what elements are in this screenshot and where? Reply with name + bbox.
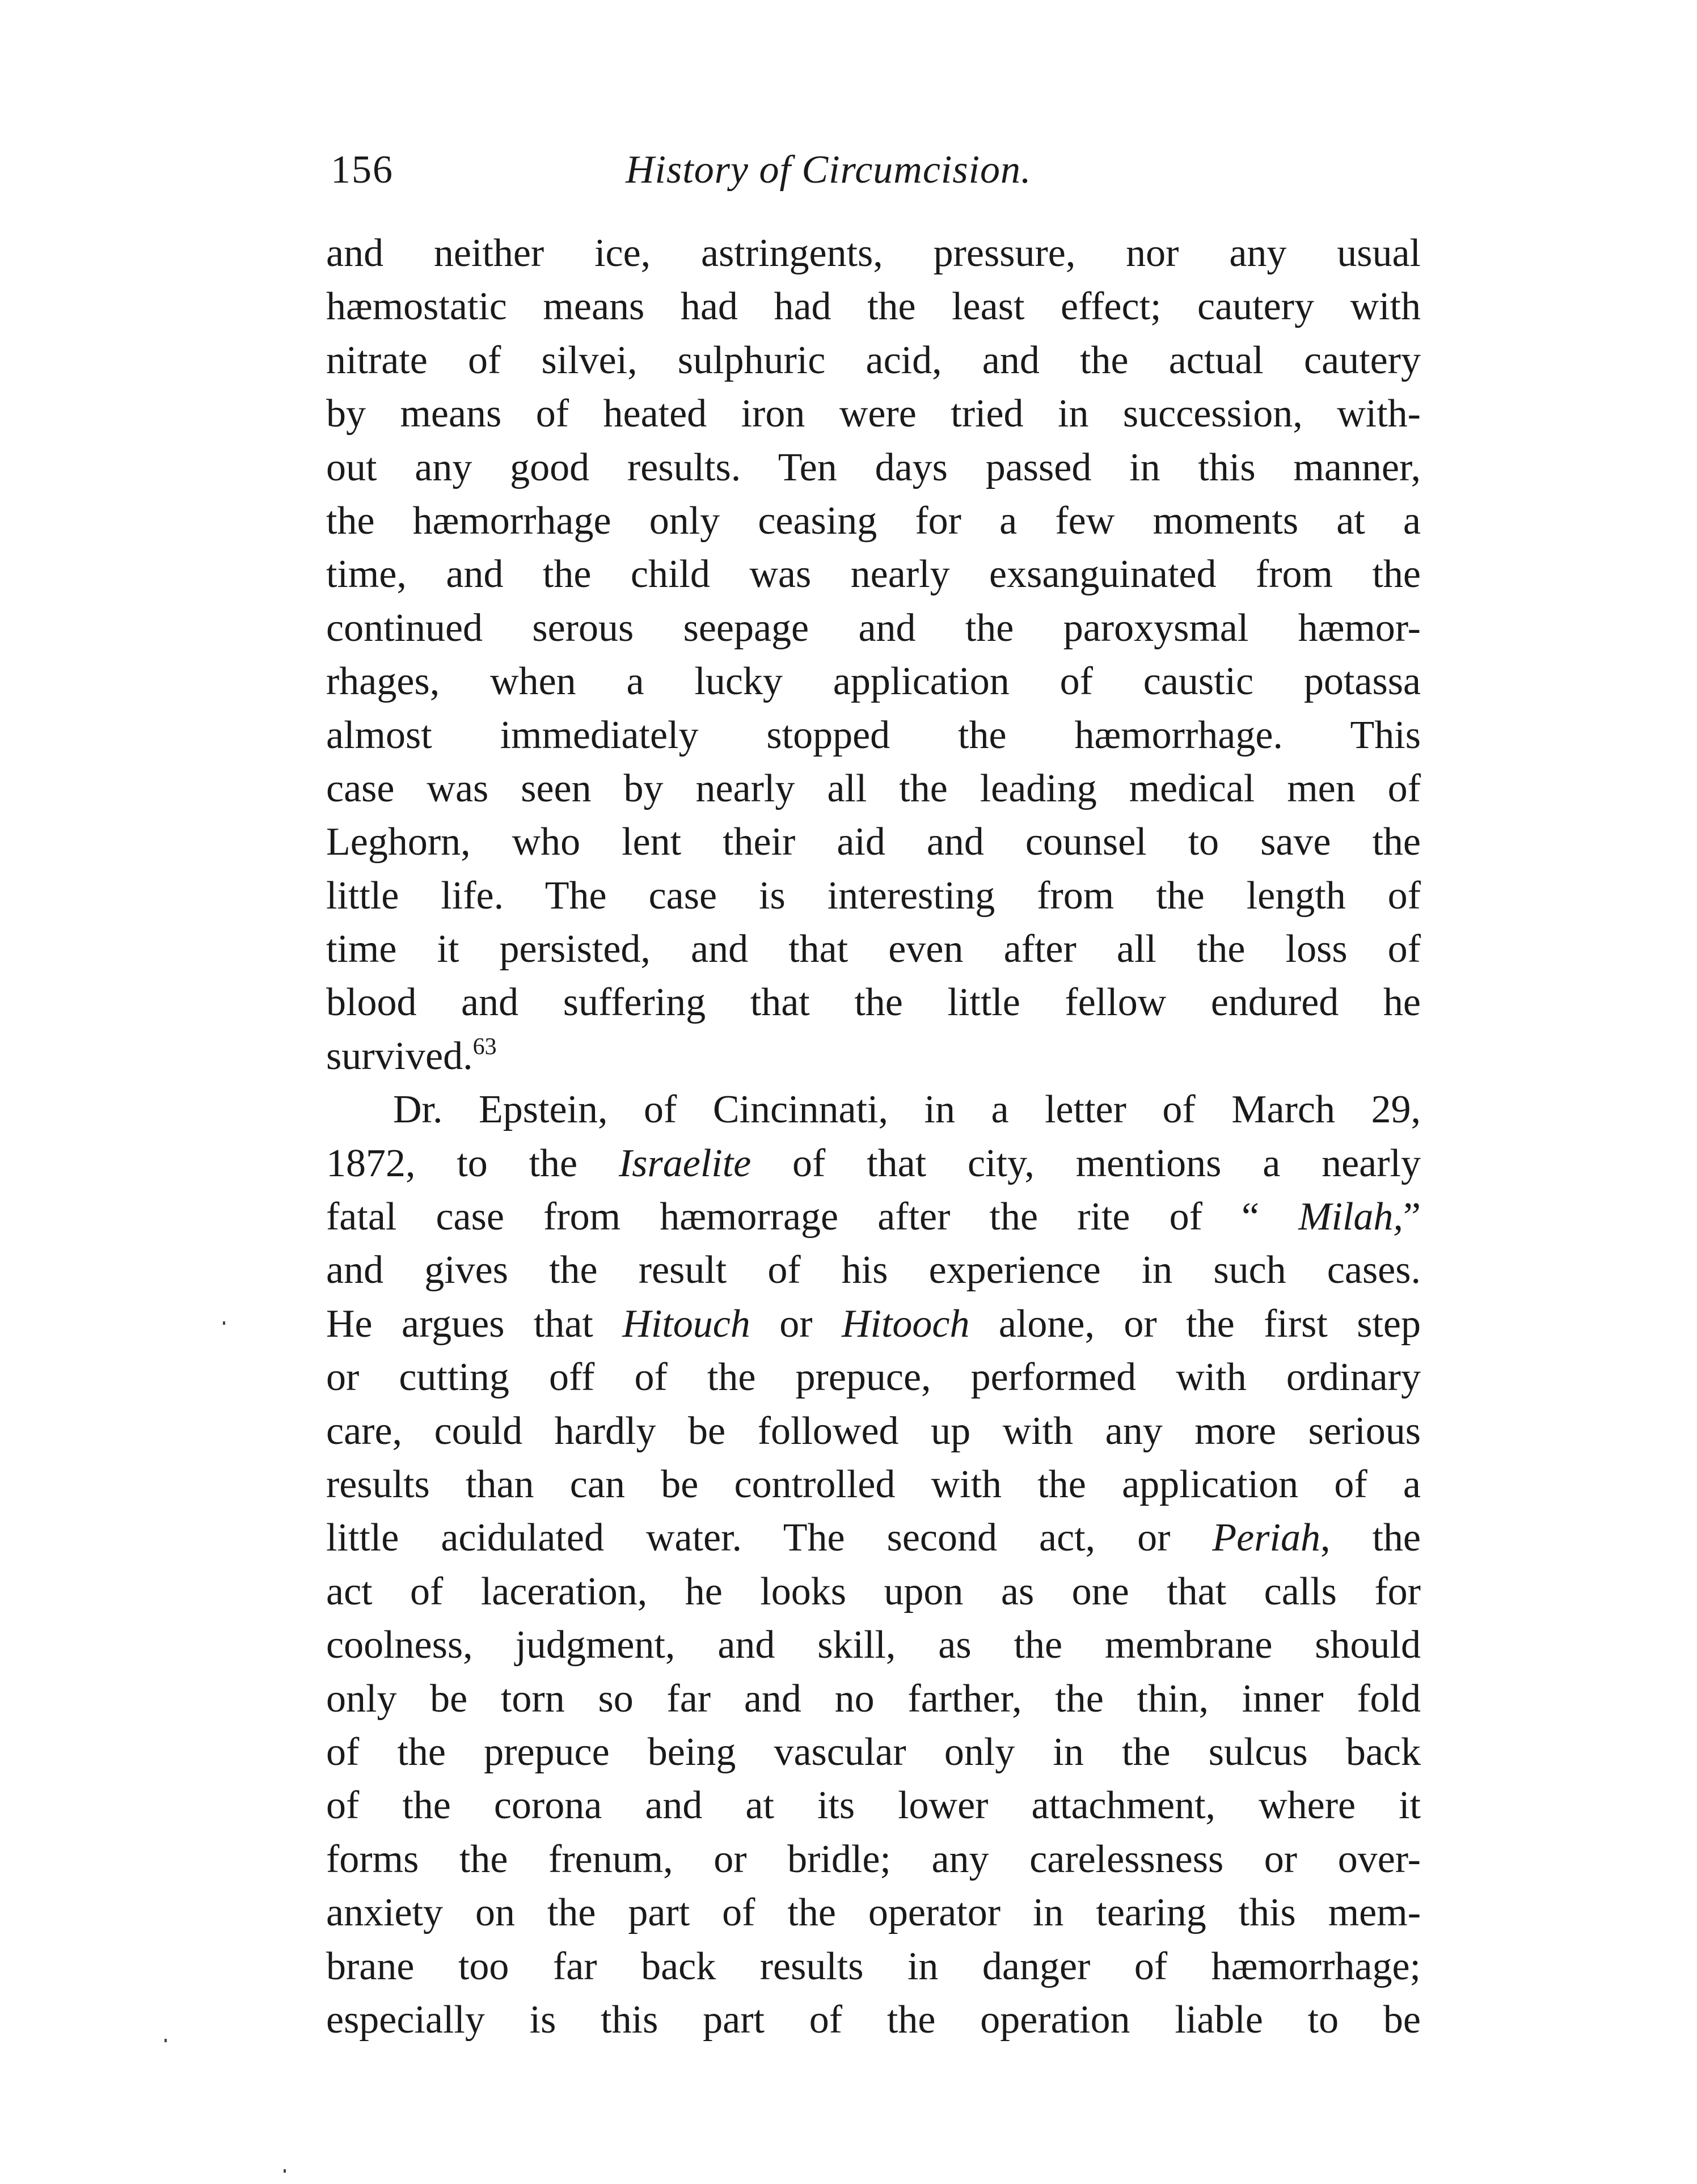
text-line: especially is this part of the operation liable to be — [326, 1997, 1421, 2042]
text-line: forms the frenum, or bridle; any carelessness or over- — [326, 1837, 1421, 1881]
text-line: 1872, to the Israelite of that city, mentions a nearly — [326, 1141, 1421, 1185]
text-line: and gives the result of his experience in such cases. — [326, 1248, 1421, 1292]
running-title: History of Circumcision. — [626, 148, 1032, 192]
text-line: hæmostatic means had had the least effect; cautery with — [326, 285, 1421, 329]
text-line: Dr. Epstein, of Cincinnati, in a letter of March 29, — [393, 1088, 1421, 1132]
text-line: Leghorn, who lent their aid and counsel to save the — [326, 820, 1421, 864]
text-line: survived.$^{63}$ — [326, 1033, 497, 1078]
text-line: out any good results. Ten days passed in this manner, — [326, 445, 1421, 489]
scan-speck — [164, 2039, 167, 2042]
text-line: nitrate of silvei, sulphuric acid, and the actual cautery — [326, 338, 1421, 382]
text-line: care, could hardly be followed up with any more serious — [326, 1409, 1421, 1453]
text-line: He argues that Hitouch or Hitooch alone, or the first step — [326, 1302, 1421, 1346]
text-line: little acidulated water. The second act, or Periah, the — [326, 1516, 1421, 1560]
italic-term: Hitooch — [841, 1302, 970, 1346]
text-line: fatal case from hæmorrage after the rite of “ Milah,” — [326, 1195, 1421, 1239]
text-line: results than can be controlled with the application of a — [326, 1462, 1421, 1506]
text-line: only be torn so far and no farther, the thin, inner fold — [326, 1676, 1421, 1721]
text-line: brane too far back results in danger of hæmorrhage; — [326, 1944, 1421, 1988]
italic-term: Periah — [1212, 1516, 1320, 1560]
text-line: time, and the child was nearly exsanguinated from the — [326, 552, 1421, 597]
text-line: time it persisted, and that even after all the loss of — [326, 927, 1421, 971]
scan-speck — [223, 1321, 225, 1325]
italic-term: Milah, — [1298, 1195, 1403, 1239]
text-line: rhages, when a lucky application of caustic potassa — [326, 660, 1421, 704]
text-line: almost immediately stopped the hæmorrhage. This — [326, 713, 1421, 757]
text-line: continued serous seepage and the paroxysmal hæmor- — [326, 606, 1421, 650]
page-number: 156 — [331, 148, 394, 192]
text-line: or cutting off of the prepuce, performed with ordinary — [326, 1355, 1421, 1400]
text-line: little life. The case is interesting from the length of — [326, 873, 1421, 918]
italic-term: Israelite — [618, 1141, 752, 1185]
text-line: and neither ice, astringents, pressure, nor any usual — [326, 231, 1421, 275]
text-line: of the prepuce being vascular only in the sulcus back — [326, 1730, 1421, 1774]
footnote-marker: 63 — [472, 1033, 497, 1060]
text-line: of the corona and at its lower attachment, where it — [326, 1784, 1421, 1828]
text-line: case was seen by nearly all the leading medical men of — [326, 766, 1421, 810]
text-line: blood and suffering that the little fellow endured he — [326, 981, 1421, 1025]
page-header — [331, 139, 1153, 201]
text-line: the hæmorrhage only ceasing for a few moments at a — [326, 499, 1421, 543]
scan-speck — [284, 2169, 286, 2173]
italic-term: Hitouch — [622, 1302, 750, 1346]
text-line: anxiety on the part of the operator in tearing this mem- — [326, 1891, 1421, 1935]
text-line: coolness, judgment, and skill, as the membrane should — [326, 1623, 1421, 1667]
body-text — [326, 227, 1421, 2047]
text-line: act of laceration, he looks upon as one that calls for — [326, 1569, 1421, 1613]
text-line: by means of heated iron were tried in succession, with- — [326, 392, 1421, 436]
